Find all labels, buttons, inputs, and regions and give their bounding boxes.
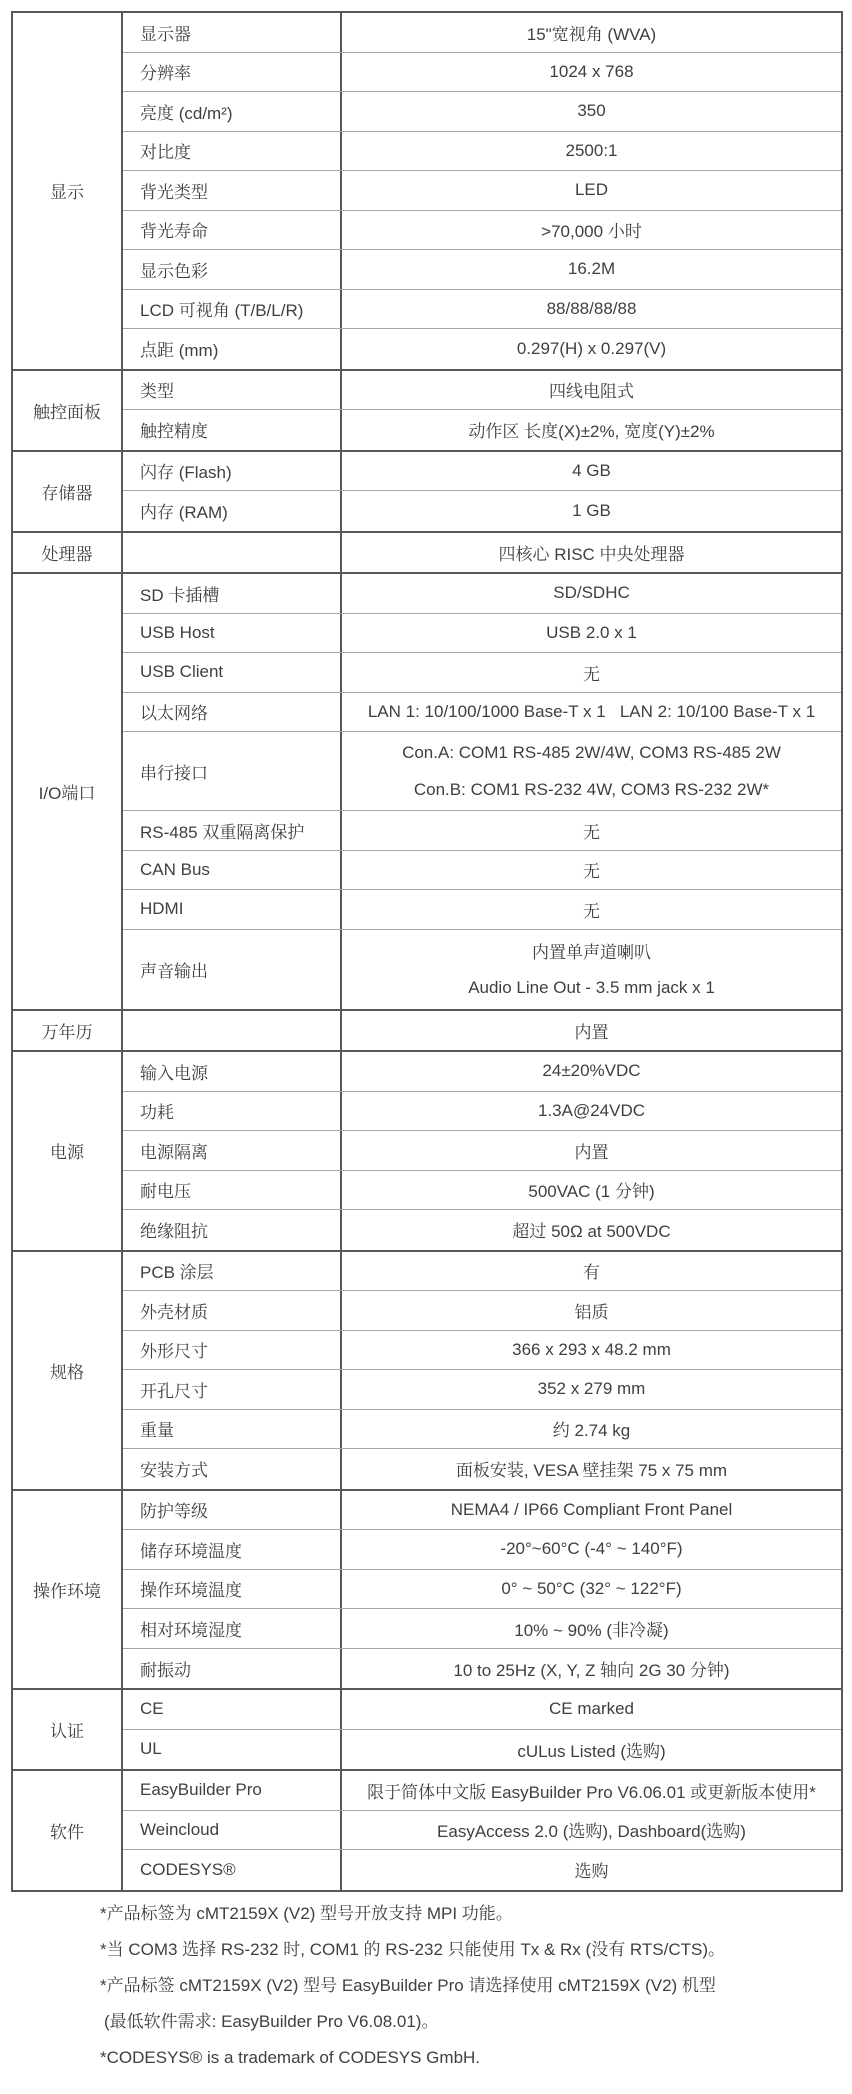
row-label: 显示色彩 (123, 250, 342, 289)
row-value: 内置 (574, 1022, 609, 1042)
table-row (123, 1410, 841, 1450)
table-row (123, 132, 841, 172)
section-rows (123, 533, 841, 573)
table-row (123, 851, 841, 891)
row-value: 约 2.74 kg (552, 1421, 631, 1441)
table-row (123, 1011, 841, 1051)
section-category: 认证 (13, 1690, 123, 1769)
row-value-line: Audio Line Out - 3.5 mm jack x 1 (468, 977, 715, 997)
footnote: (最低软件需求: EasyBuilder Pro V6.08.01)。 (104, 2012, 439, 2031)
footnote: *当 COM3 选择 RS-232 时, COM1 的 RS-232 只能使用 Tx & Rx (没有 RTS/CTS)。 (100, 1940, 725, 1959)
row-value: 面板安装, VESA 壁挂架 75 x 75 mm (455, 1461, 728, 1481)
row-label: 输入电源 (123, 1052, 342, 1091)
row-label: 绝缘阻抗 (123, 1210, 342, 1250)
spec-section (13, 1489, 841, 1689)
spec-section (13, 13, 841, 369)
spec-section (13, 1050, 841, 1250)
row-label: CAN Bus (123, 851, 342, 890)
table-row (123, 1649, 841, 1689)
row-label: 外形尺寸 (123, 1331, 342, 1370)
section-category: 软件 (13, 1771, 123, 1890)
table-row (123, 1730, 841, 1770)
row-value: 366 x 293 x 48.2 mm (512, 1339, 671, 1359)
table-row (123, 1811, 841, 1851)
row-label: CE (123, 1690, 342, 1729)
row-label: 背光类型 (123, 171, 342, 210)
section-rows (123, 1252, 841, 1489)
row-label: 电源隔离 (123, 1131, 342, 1170)
row-value: 1 GB (572, 500, 611, 520)
table-row (123, 1850, 841, 1890)
section-category: 操作环境 (13, 1491, 123, 1689)
row-value: 2500:1 (565, 140, 618, 160)
row-label: 背光寿命 (123, 211, 342, 250)
table-row (123, 890, 841, 930)
row-value: 无 (583, 862, 600, 882)
table-row (123, 92, 841, 132)
section-rows (123, 452, 841, 531)
row-label: 声音输出 (123, 930, 342, 1009)
row-label: 功耗 (123, 1092, 342, 1131)
row-value: 动作区 长度(X)±2%, 宽度(Y)±2% (468, 422, 715, 442)
section-rows (123, 1011, 841, 1051)
row-label: 内存 (RAM) (123, 491, 342, 531)
table-row (123, 614, 841, 654)
section-rows (123, 13, 841, 369)
row-value-line: Con.B: COM1 RS-232 4W, COM3 RS-232 2W* (413, 779, 770, 799)
row-value: 4 GB (572, 460, 611, 480)
section-rows (123, 1052, 841, 1250)
spec-section (13, 369, 841, 450)
row-value: 有 (583, 1263, 600, 1283)
footnotes (100, 1896, 820, 2076)
spec-section (13, 1009, 841, 1051)
row-label: 串行接口 (123, 732, 342, 810)
row-value: 0° ~ 50°C (32° ~ 122°F) (501, 1578, 682, 1598)
row-label: UL (123, 1730, 342, 1770)
spec-section (13, 450, 841, 531)
row-label: 耐电压 (123, 1171, 342, 1210)
table-row (123, 1609, 841, 1649)
section-category: 规格 (13, 1252, 123, 1489)
row-label: 对比度 (123, 132, 342, 171)
row-label: USB Client (123, 653, 342, 692)
row-value: SD/SDHC (553, 583, 630, 603)
section-rows (123, 1690, 841, 1769)
row-value: 四线电阻式 (549, 382, 634, 402)
table-row (123, 811, 841, 851)
row-label: 操作环境温度 (123, 1570, 342, 1609)
table-row (123, 693, 841, 733)
row-label: RS-485 双重隔离保护 (123, 811, 342, 850)
section-rows (123, 1771, 841, 1890)
table-row (123, 1331, 841, 1371)
row-label: SD 卡插槽 (123, 574, 342, 613)
row-value: LED (574, 180, 609, 200)
row-value: EasyAccess 2.0 (选购), Dashboard(选购) (437, 1822, 746, 1842)
table-row (123, 1210, 841, 1250)
row-value: 350 (577, 101, 606, 121)
row-label: EasyBuilder Pro (123, 1771, 342, 1810)
section-category: I/O端口 (13, 574, 123, 1009)
row-value: 10% ~ 90% (非冷凝) (514, 1620, 669, 1640)
row-label: Weincloud (123, 1811, 342, 1850)
table-row (123, 53, 841, 93)
row-value: LAN 1: 10/100/1000 Base-T x 1 LAN 2: 10/100 Base-T x 1 (367, 701, 816, 721)
table-row (123, 171, 841, 211)
row-value: >70,000 小时 (541, 222, 642, 242)
row-value: 16.2M (567, 259, 616, 279)
section-category: 电源 (13, 1052, 123, 1250)
row-label: 触控精度 (123, 410, 342, 450)
row-value-line: 内置单声道喇叭 (532, 942, 651, 962)
table-row (123, 329, 841, 369)
row-label: 以太网络 (123, 693, 342, 732)
section-rows (123, 371, 841, 450)
row-label: 储存环境温度 (123, 1530, 342, 1569)
spec-section (13, 1250, 841, 1489)
section-category: 存储器 (13, 452, 123, 531)
row-label: 外壳材质 (123, 1291, 342, 1330)
row-value: cULus Listed (选购) (517, 1741, 666, 1761)
row-label (123, 1011, 342, 1051)
row-value: 四核心 RISC 中央处理器 (498, 544, 685, 564)
spec-section (13, 531, 841, 573)
row-label: 闪存 (Flash) (123, 452, 342, 491)
row-label: 分辨率 (123, 53, 342, 92)
row-value-line: Con.A: COM1 RS-485 2W/4W, COM3 RS-485 2W (402, 742, 781, 762)
table-row (123, 930, 841, 1009)
table-row (123, 653, 841, 693)
row-label (123, 533, 342, 573)
row-value (342, 930, 841, 1009)
row-label: 耐振动 (123, 1649, 342, 1689)
section-category: 触控面板 (13, 371, 123, 450)
table-row (123, 1131, 841, 1171)
table-row (123, 1171, 841, 1211)
row-value: 88/88/88/88 (546, 298, 637, 318)
row-value: 10 to 25Hz (X, Y, Z 轴向 2G 30 分钟) (453, 1660, 730, 1680)
row-label: 点距 (mm) (123, 329, 342, 369)
row-label: 显示器 (123, 13, 342, 52)
row-label: PCB 涂层 (123, 1252, 342, 1291)
section-rows (123, 1491, 841, 1689)
table-row (123, 533, 841, 573)
spec-section (13, 1688, 841, 1769)
table-row (123, 1690, 841, 1730)
table-row (123, 211, 841, 251)
table-row (123, 452, 841, 492)
section-rows (123, 574, 841, 1009)
table-row (123, 1370, 841, 1410)
row-value: 无 (583, 664, 600, 684)
table-row (123, 250, 841, 290)
table-row (123, 1092, 841, 1132)
row-value: 500VAC (1 分钟) (528, 1182, 655, 1202)
row-label: 重量 (123, 1410, 342, 1449)
row-value: USB 2.0 x 1 (546, 622, 637, 642)
row-value: 15"宽视角 (WVA) (526, 24, 657, 44)
row-value: 1024 x 768 (549, 61, 634, 81)
section-category: 处理器 (13, 533, 123, 573)
table-row (123, 1570, 841, 1610)
row-value: 铝质 (574, 1302, 609, 1322)
row-label: 安装方式 (123, 1449, 342, 1489)
row-label: 类型 (123, 371, 342, 410)
table-row (123, 491, 841, 531)
table-row (123, 1449, 841, 1489)
row-value: 无 (583, 901, 600, 921)
row-value: 1.3A@24VDC (537, 1100, 646, 1120)
row-label: 相对环境湿度 (123, 1609, 342, 1648)
row-value: 内置 (574, 1142, 609, 1162)
spec-section (13, 572, 841, 1009)
row-value: 352 x 279 mm (537, 1379, 646, 1399)
row-value: -20°~60°C (-4° ~ 140°F) (500, 1539, 683, 1559)
footnote: *产品标签 cMT2159X (V2) 型号 EasyBuilder Pro 请选择使用 cMT2159X (V2) 机型 (100, 1976, 716, 1995)
table-row (123, 1530, 841, 1570)
row-value: 超过 50Ω at 500VDC (512, 1222, 671, 1242)
table-row (123, 290, 841, 330)
footnote: *产品标签为 cMT2159X (V2) 型号开放支持 MPI 功能。 (100, 1904, 513, 1923)
row-value: CE marked (548, 1699, 635, 1719)
table-row (123, 1491, 841, 1531)
row-value: 选购 (574, 1862, 609, 1882)
section-category: 显示 (13, 13, 123, 369)
table-row (123, 1291, 841, 1331)
row-value: 0.297(H) x 0.297(V) (516, 338, 667, 358)
footnote: *CODESYS® is a trademark of CODESYS GmbH. (100, 2048, 481, 2067)
row-label: 亮度 (cd/m²) (123, 92, 342, 131)
section-category: 万年历 (13, 1011, 123, 1051)
table-row (123, 574, 841, 614)
row-value: 无 (583, 822, 600, 842)
row-value: NEMA4 / IP66 Compliant Front Panel (450, 1499, 733, 1519)
table-row (123, 732, 841, 811)
table-row (123, 410, 841, 450)
row-value (342, 732, 841, 810)
row-label: HDMI (123, 890, 342, 929)
row-label: USB Host (123, 614, 342, 653)
spec-table (11, 11, 843, 1892)
table-row (123, 13, 841, 53)
row-label: CODESYS® (123, 1850, 342, 1890)
spec-section (13, 1769, 841, 1890)
row-label: LCD 可视角 (T/B/L/R) (123, 290, 342, 329)
table-row (123, 371, 841, 411)
row-label: 防护等级 (123, 1491, 342, 1530)
row-label: 开孔尺寸 (123, 1370, 342, 1409)
table-row (123, 1252, 841, 1292)
row-value: 24±20%VDC (542, 1061, 641, 1081)
table-row (123, 1052, 841, 1092)
row-value: 限于简体中文版 EasyBuilder Pro V6.06.01 或更新版本使用* (367, 1782, 816, 1802)
table-row (123, 1771, 841, 1811)
